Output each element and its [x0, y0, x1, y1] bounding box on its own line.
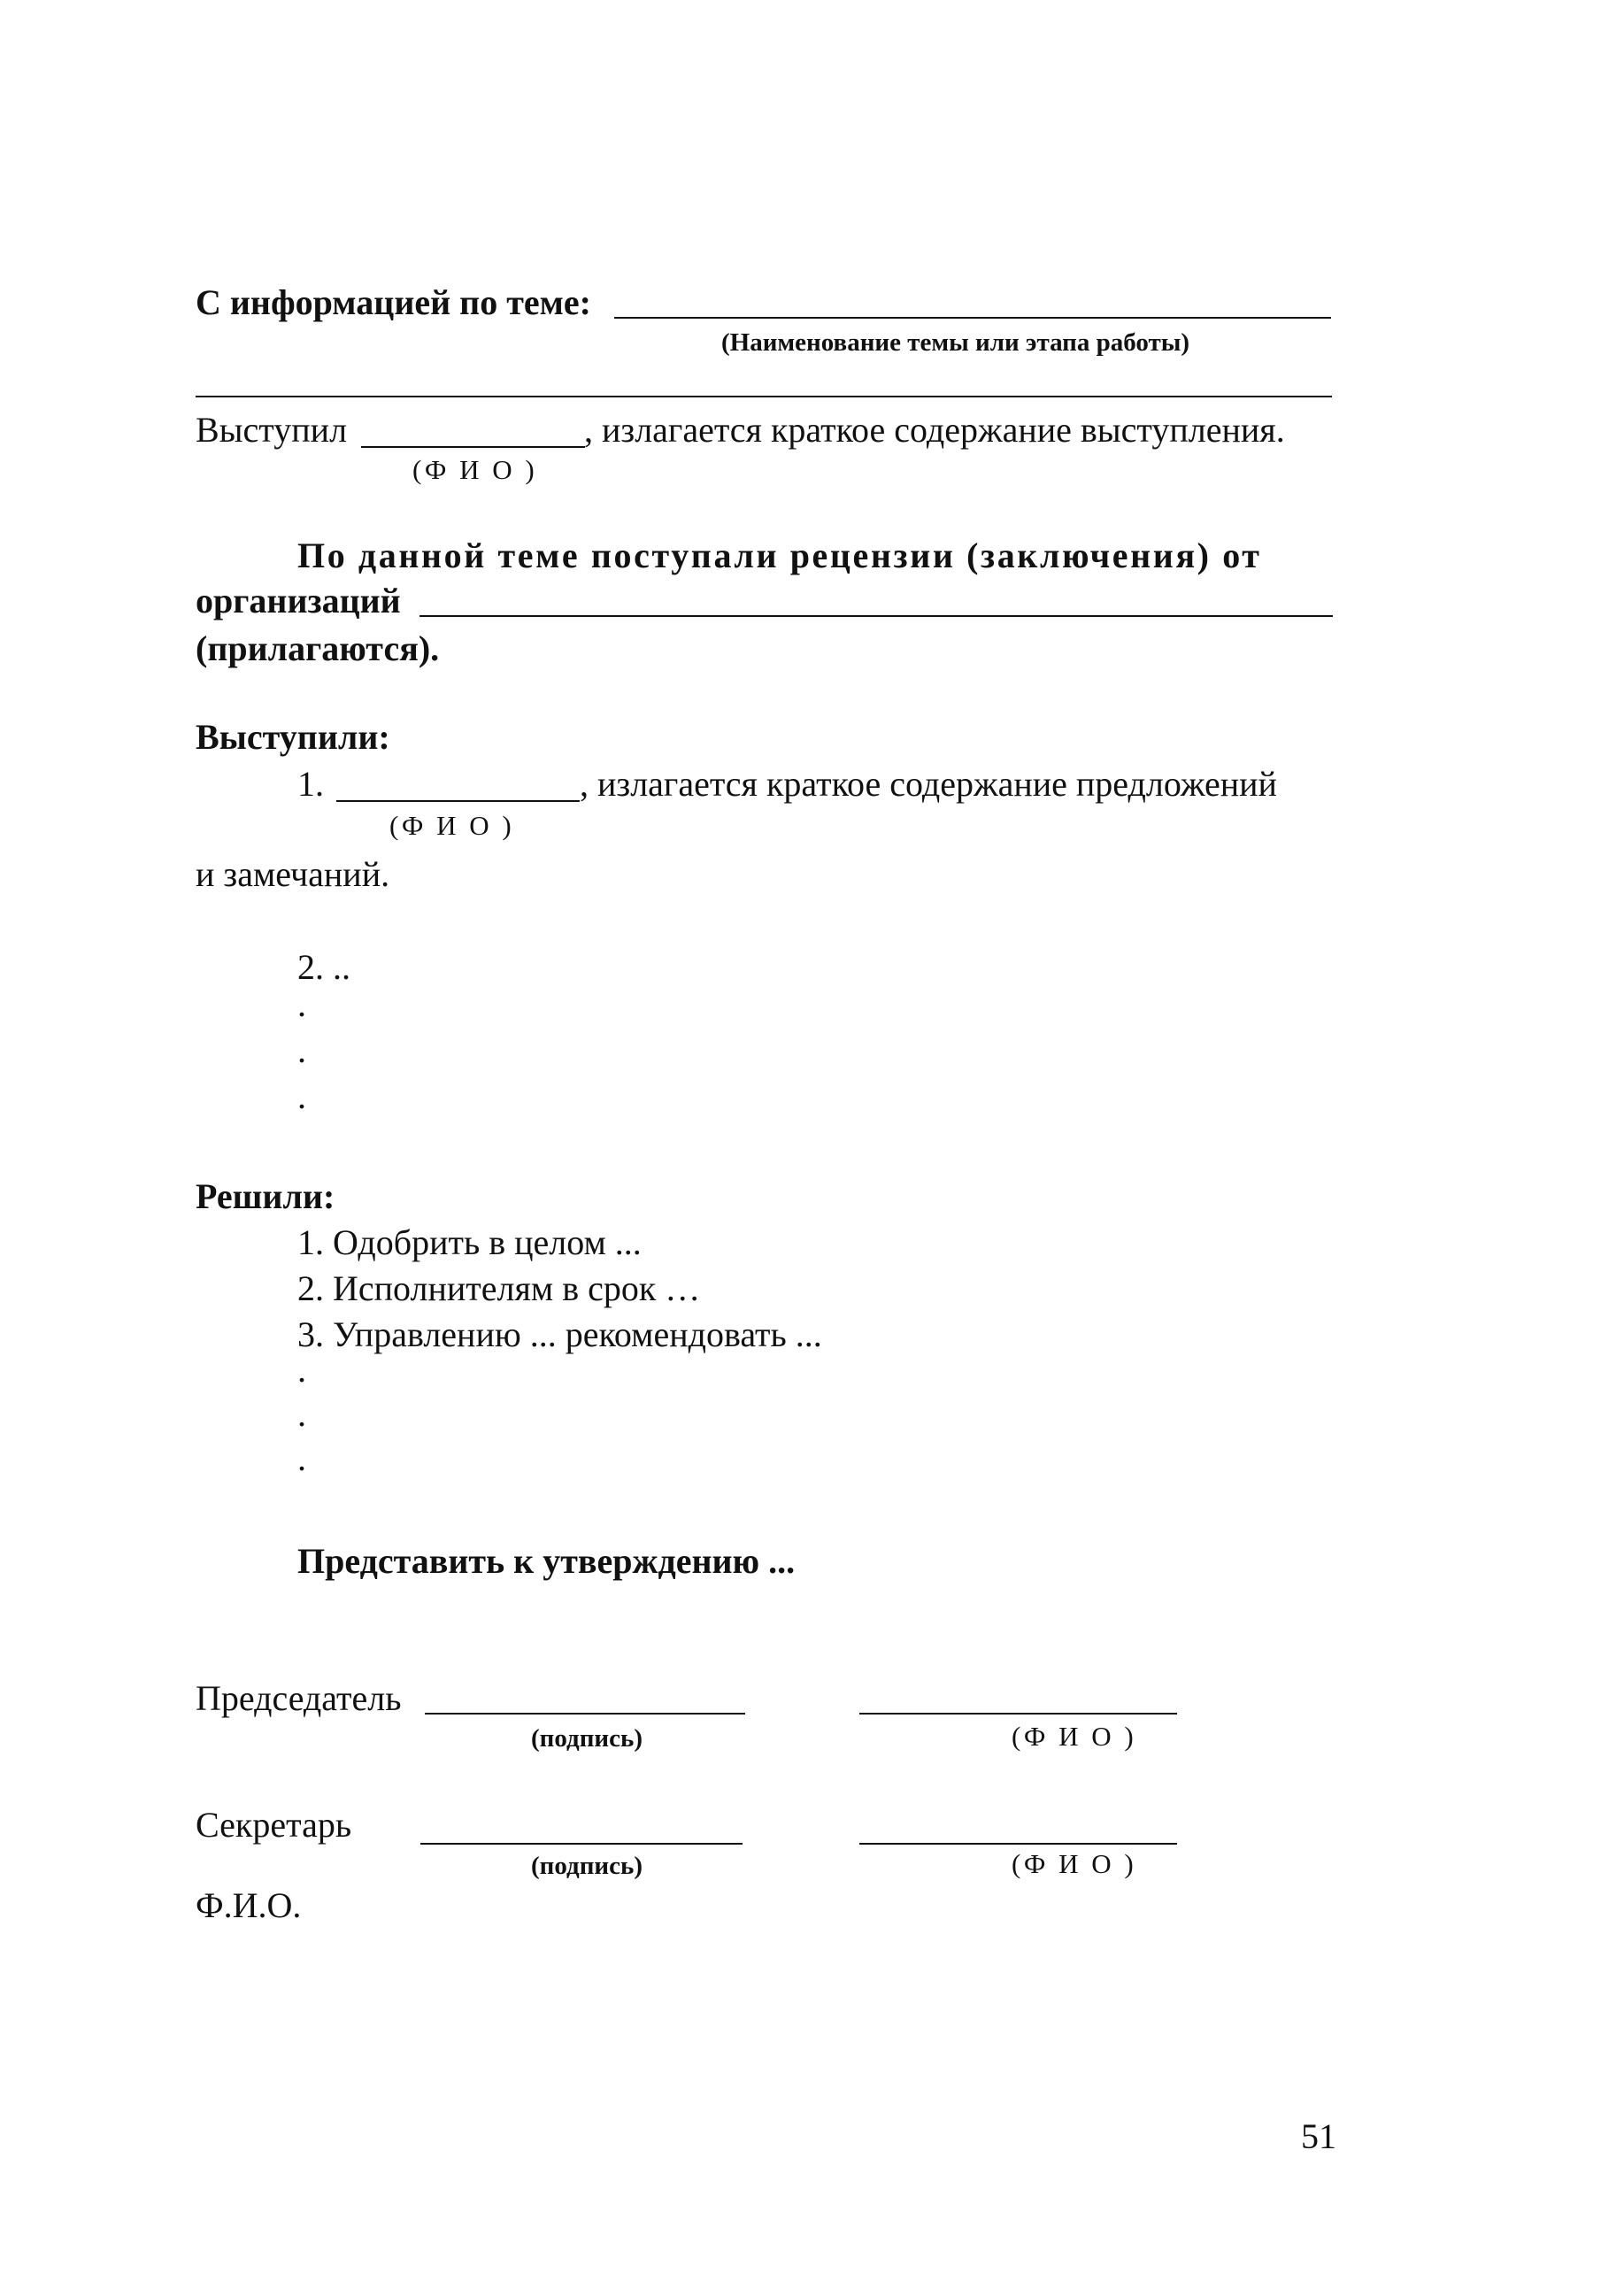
reviews-attached: (прилагаются).: [196, 628, 440, 668]
chairman-signature-caption: (подпись): [531, 1724, 643, 1753]
speaker-fio-caption: (Ф И О ): [412, 454, 538, 485]
speakers-item-1-number: 1.: [297, 764, 324, 804]
secretary-signature-line: [420, 1843, 743, 1845]
topic-caption: (Наименование темы или этапа работы): [721, 328, 1190, 357]
speaker-text: , излагается краткое содержание выступления.: [584, 410, 1285, 450]
page-number: 51: [1301, 2116, 1336, 2156]
speakers-heading: Выступили:: [196, 717, 390, 757]
submit-for-approval: Представить к утверждению ...: [297, 1541, 796, 1581]
speakers-item-2: 2. ..: [297, 947, 350, 987]
speakers-ellipsis-dot: .: [297, 984, 306, 1024]
speakers-ellipsis-dot: .: [297, 1030, 306, 1070]
speakers-item-1-fio-line: [336, 800, 580, 802]
chairman-fio-caption: (Ф И О ): [1012, 1721, 1137, 1752]
secretary-signature-caption: (подпись): [531, 1852, 643, 1880]
chairman-fio-line: [859, 1713, 1177, 1715]
organizations-line: [419, 615, 1333, 617]
decided-item: 1. Одобрить в целом ...: [297, 1222, 642, 1262]
secretary-fio-line: [859, 1843, 1177, 1845]
decided-ellipsis-dot: .: [297, 1394, 306, 1434]
speaker-fio-line: [361, 446, 585, 448]
topic-line: [614, 317, 1331, 319]
decided-item: 3. Управлению ... рекомендовать ...: [297, 1314, 822, 1354]
chairman-signature-line: [425, 1713, 745, 1715]
decided-heading: Решили:: [196, 1176, 335, 1216]
secretary-fio-caption: (Ф И О ): [1012, 1848, 1137, 1879]
speakers-item-1-text: , излагается краткое содержание предложений: [580, 764, 1277, 804]
speakers-item-1-continuation: и замечаний.: [196, 854, 390, 894]
secretary-fio-footer: Ф.И.О.: [196, 1885, 302, 1925]
speaker-label: Выступил: [196, 410, 348, 450]
reviews-organizations-label: организаций: [196, 581, 401, 620]
secretary-label: Секретарь: [196, 1805, 352, 1845]
decided-ellipsis-dot: .: [297, 1350, 306, 1390]
chairman-label: Председатель: [196, 1678, 402, 1718]
decided-ellipsis-dot: .: [297, 1438, 306, 1478]
info-label: С информацией по теме:: [196, 282, 591, 322]
speakers-ellipsis-dot: .: [297, 1076, 306, 1116]
reviews-line-1: По данной теме поступали рецензии (заключения) от: [297, 536, 1262, 575]
speakers-item-1-fio-caption: (Ф И О ): [389, 810, 515, 841]
decided-item: 2. Исполнителям в срок …: [297, 1268, 701, 1308]
topic-line-continued: [196, 396, 1332, 397]
